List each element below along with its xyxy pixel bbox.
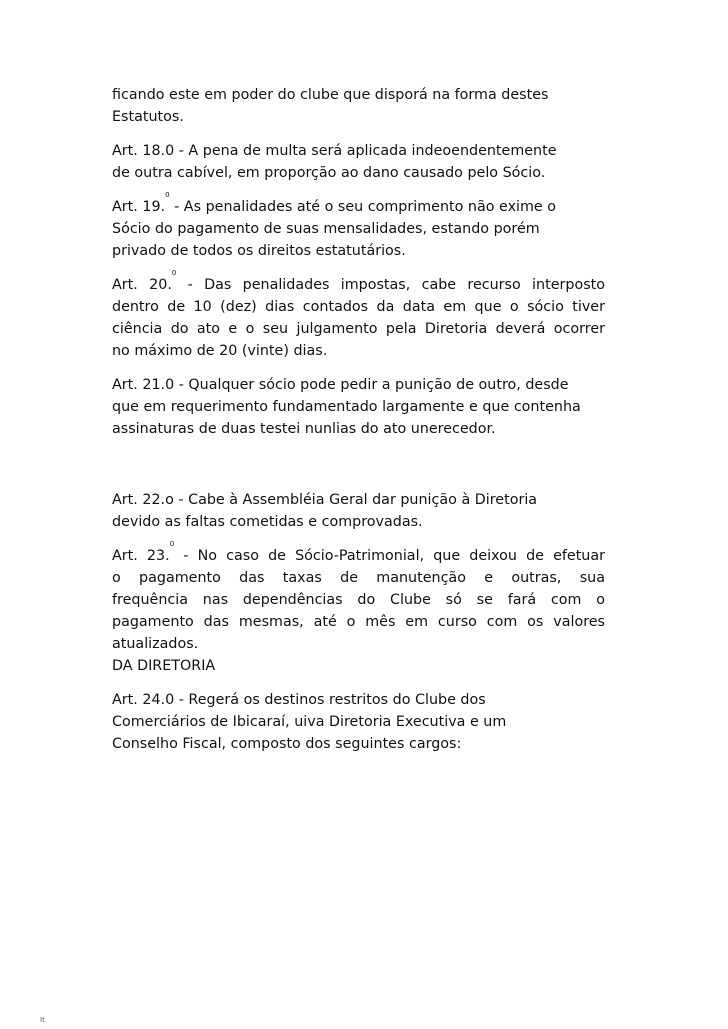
text-line: que em requerimento fundamentado largamente e que contenha (112, 399, 581, 415)
text-line (112, 191, 605, 218)
article-number: Art. 20. (112, 277, 172, 293)
text-line: frequência nas dependências do Clube só se fará com o (112, 592, 605, 608)
text-line: Art. 24.0 - Regerá os destinos restritos do Clube dos (112, 692, 486, 708)
section-heading: DA DIRETORIA (112, 658, 216, 674)
text-line: ficando este em poder do clube que disporá na forma destes (112, 87, 549, 103)
text-line: Art. 18.0 - A pena de multa será aplicada indeoendentemente (112, 143, 557, 159)
text-line: atualizados. (112, 636, 199, 652)
text-line: Estatutos. (112, 109, 184, 125)
paragraph-art-22 (112, 489, 605, 533)
article-number: Art. 19. (112, 199, 166, 215)
paragraph-continuation (112, 84, 605, 128)
article-text: - As penalidades até o seu comprimento não exime o (169, 199, 557, 215)
paragraph-art-21 (112, 374, 605, 440)
text-line: privado de todos os direitos estatutários. (112, 243, 406, 259)
text-line: ciência do ato e o seu julgamento pela Diretoria deverá ocorrer (112, 321, 605, 337)
paragraph-art-19 (112, 191, 605, 262)
article-number: Art. 23. (112, 548, 170, 564)
text-line: de outra cabível, em proporção ao dano causado pelo Sócio. (112, 165, 546, 181)
paragraph-art-20 (112, 269, 605, 362)
text-line (112, 540, 606, 567)
blank-space (112, 452, 605, 489)
text-line: Comerciários de Ibicaraí, uiva Diretoria Executiva e um (112, 714, 507, 730)
paragraph-art-18 (112, 140, 605, 184)
document-page (112, 84, 605, 767)
ordinal-superscript: 0 (169, 540, 175, 548)
text-line: dentro de 10 (dez) dias contados da data em que o sócio tiver (112, 299, 605, 315)
ordinal-superscript: 0 (171, 269, 177, 277)
text-line: pagamento das mesmas, até o mês em curso com os valores (112, 614, 605, 630)
text-line: Art. 22.o - Cabe à Assembléia Geral dar punição à Diretoria (112, 492, 538, 508)
footer-mark: It (40, 1016, 45, 1024)
paragraph-art-24 (112, 689, 605, 755)
text-line: Conselho Fiscal, composto dos seguintes cargos: (112, 736, 462, 752)
text-line: no máximo de 20 (vinte) dias. (112, 343, 328, 359)
text-line: o pagamento das taxas de manutenção e outras, sua (112, 570, 605, 586)
ordinal-superscript: 0 (165, 191, 170, 199)
text-line (112, 269, 605, 296)
text-line: Sócio do pagamento de suas mensalidades, estando porém (112, 221, 540, 237)
paragraph-art-23 (112, 540, 606, 677)
text-line: assinaturas de duas testei nunlias do ato unerecedor. (112, 421, 496, 437)
article-text: - No caso de Sócio-Patrimonial, que deixou de efetuar (174, 548, 606, 564)
text-line: devido as faltas cometidas e comprovadas. (112, 514, 423, 530)
article-text: - Das penalidades impostas, cabe recurso interposto (176, 277, 605, 293)
text-line: Art. 21.0 - Qualquer sócio pode pedir a punição de outro, desde (112, 377, 569, 393)
